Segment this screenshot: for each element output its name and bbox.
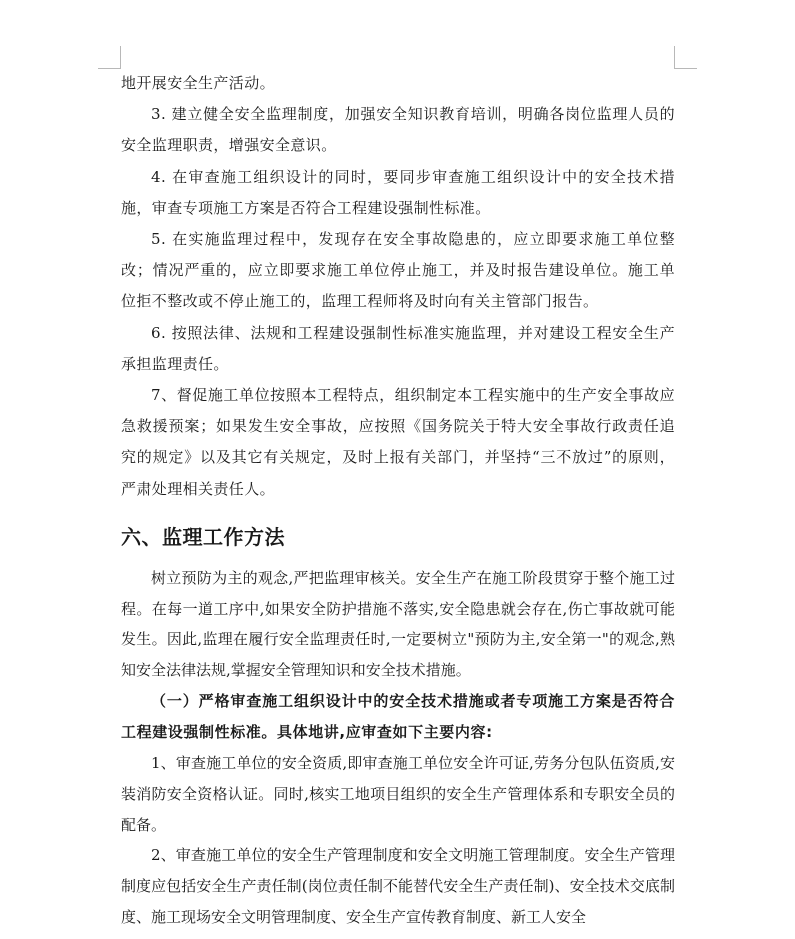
- margin-corner-mark-left: [98, 46, 121, 69]
- document-body: [121, 68, 675, 933]
- review-item-2: 2、审查施工单位的安全生产管理制度和安全文明施工管理制度。安全生产管理制度应包括安全生产责任制(岗位责任制不能替代安全生产责任制)、安全技术交底制度、施工现场安全文明管理制度、安全生产宣传教育制度、新工人安全: [121, 846, 675, 927]
- item-7: 7、督促施工单位按照本工程特点，组织制定本工程实施中的生产安全事故应急救援预案；如果发生安全事故，应按照《国务院关于特大安全事故行政责任追究的规定》以及其它有关规定，及时上报有关部门，并坚持“三不放过”的原则，严肃处理相关责任人。: [121, 386, 675, 498]
- item-6: 6. 按照法律、法规和工程建设强制性标准实施监理，并对建设工程安全生产承担监理责任。: [121, 323, 675, 373]
- continued-line: 地开展安全生产活动。: [121, 74, 276, 92]
- item-3: 3. 建立健全安全监理制度，加强安全知识教育培训，明确各岗位监理人员的安全监理职责，增强安全意识。: [121, 105, 675, 155]
- section-heading: 六、监理工作方法: [121, 524, 285, 549]
- item-4: 4. 在审查施工组织设计的同时，要同步审查施工组织设计中的安全技术措施，审查专项施工方案是否符合工程建设强制性标准。: [121, 167, 675, 217]
- item-5: 5. 在实施监理过程中，发现存在安全事故隐患的，应立即要求施工单位整改；情况严重的，应立即要求施工单位停止施工，并及时报告建设单位。施工单位拒不整改或不停止施工的，监理工程师将及时向有关主管部门报告。: [121, 230, 675, 311]
- margin-corner-mark-right: [674, 46, 697, 69]
- subsection-heading: （一）严格审查施工组织设计中的安全技术措施或者专项施工方案是否符合工程建设强制性标准。具体地讲,应审查如下主要内容:: [121, 692, 675, 742]
- review-item-1: 1、审查施工单位的安全资质,即审查施工单位安全许可证,劳务分包队伍资质,安装消防安全资格认证。同时,核实工地项目组织的安全生产管理体系和专职安全员的配备。: [121, 754, 675, 834]
- method-paragraph: 树立预防为主的观念,严把监理审核关。安全生产在施工阶段贯穿于整个施工过程。在每一道工序中,如果安全防护措施不落实,安全隐患就会存在,伤亡事故就可能发生。因此,监理在履行安全监理责任时,一定要树立"预防为主,安全第一"的观念,熟知安全法律法规,掌握安全管理知识和安全技术措施。: [121, 568, 675, 680]
